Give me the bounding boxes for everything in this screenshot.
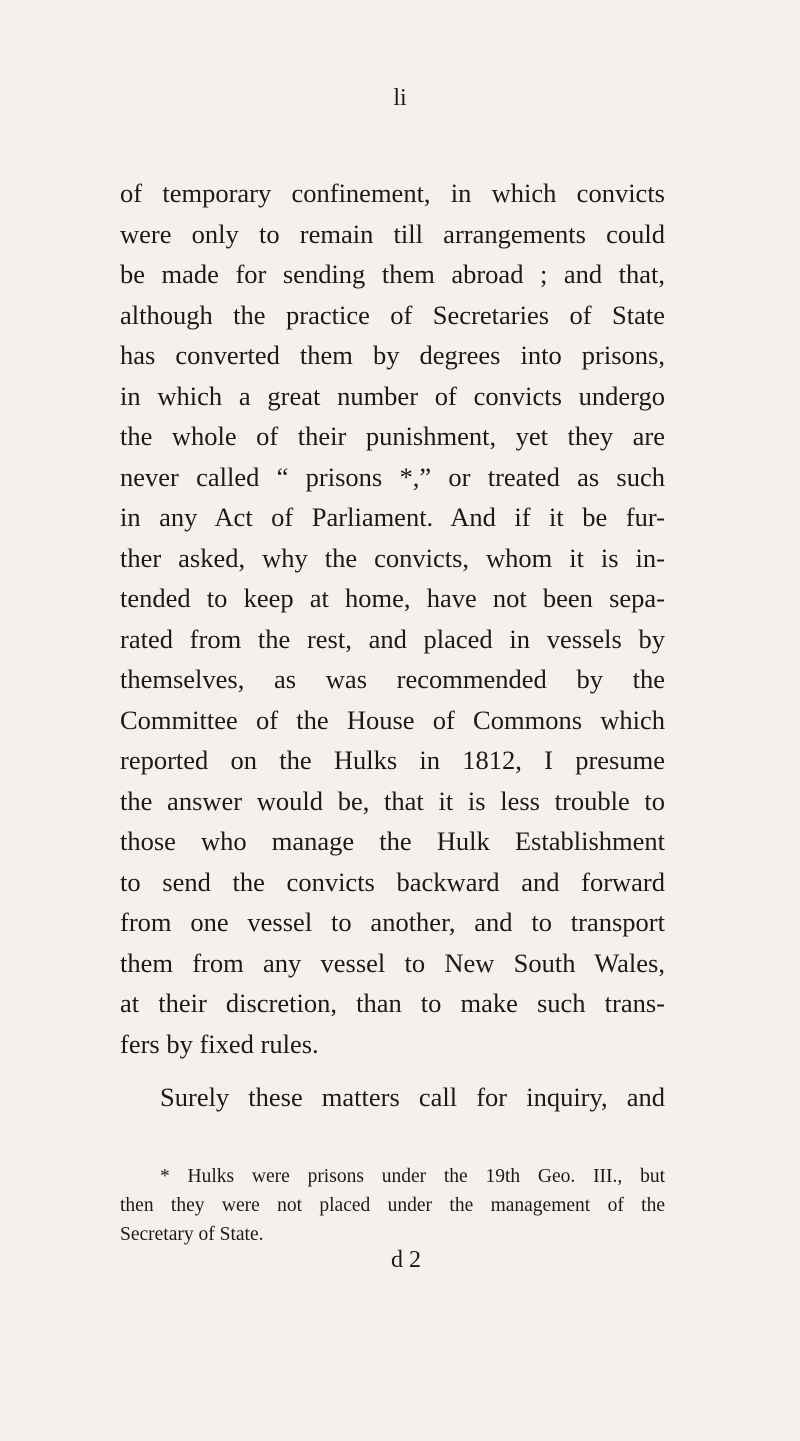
text-line: in which a great number of convicts undergo [120, 380, 665, 411]
text-line: rated from the rest, and placed in vessels by [120, 623, 665, 654]
page-number: li [393, 85, 407, 111]
footnote-line: * Hulks were prisons under the 19th Geo. III., but [160, 1166, 665, 1187]
text-line: fers by fixed rules. [120, 1028, 319, 1059]
footnote-line: Secretary of State. [120, 1224, 264, 1245]
text-line: those who manage the Hulk Establishment [120, 826, 665, 856]
text-line: ther asked, why the convicts, whom it is in- [120, 542, 665, 573]
text-line: the answer would be, that it is less trouble to [120, 785, 665, 816]
footnote-line: then they were not placed under the management of the [120, 1195, 665, 1216]
text-line: be made for sending them abroad ; and that, [120, 259, 665, 289]
text-line: Committee of the House of Commons which [120, 704, 665, 735]
signature-mark: d 2 [391, 1247, 421, 1273]
text-line: in any Act of Parliament. And if it be fur- [120, 502, 665, 532]
text-line: has converted them by degrees into prisons, [120, 340, 665, 370]
text-line: tended to keep at home, have not been sepa- [120, 583, 665, 613]
text-line: were only to remain till arrangements could [120, 218, 665, 249]
main-paragraph [120, 173, 665, 1064]
text-line: to send the convicts backward and forward [120, 866, 665, 897]
second-paragraph: Surely these matters call for inquiry, and [160, 1082, 665, 1112]
text-line: although the practice of Secretaries of State [120, 299, 665, 330]
text-line: them from any vessel to New South Wales, [120, 947, 665, 978]
text-line: from one vessel to another, and to transport [120, 907, 665, 937]
footnote [120, 1162, 665, 1249]
text-line: at their discretion, than to make such trans- [120, 988, 665, 1018]
text-line: never called “ prisons *,” or treated as such [120, 461, 665, 492]
text-line: reported on the Hulks in 1812, I presume [120, 745, 665, 775]
text-line: of temporary confinement, in which convicts [120, 178, 665, 208]
text-line: the whole of their punishment, yet they are [120, 421, 665, 451]
text-line: themselves, as was recommended by the [120, 664, 665, 694]
